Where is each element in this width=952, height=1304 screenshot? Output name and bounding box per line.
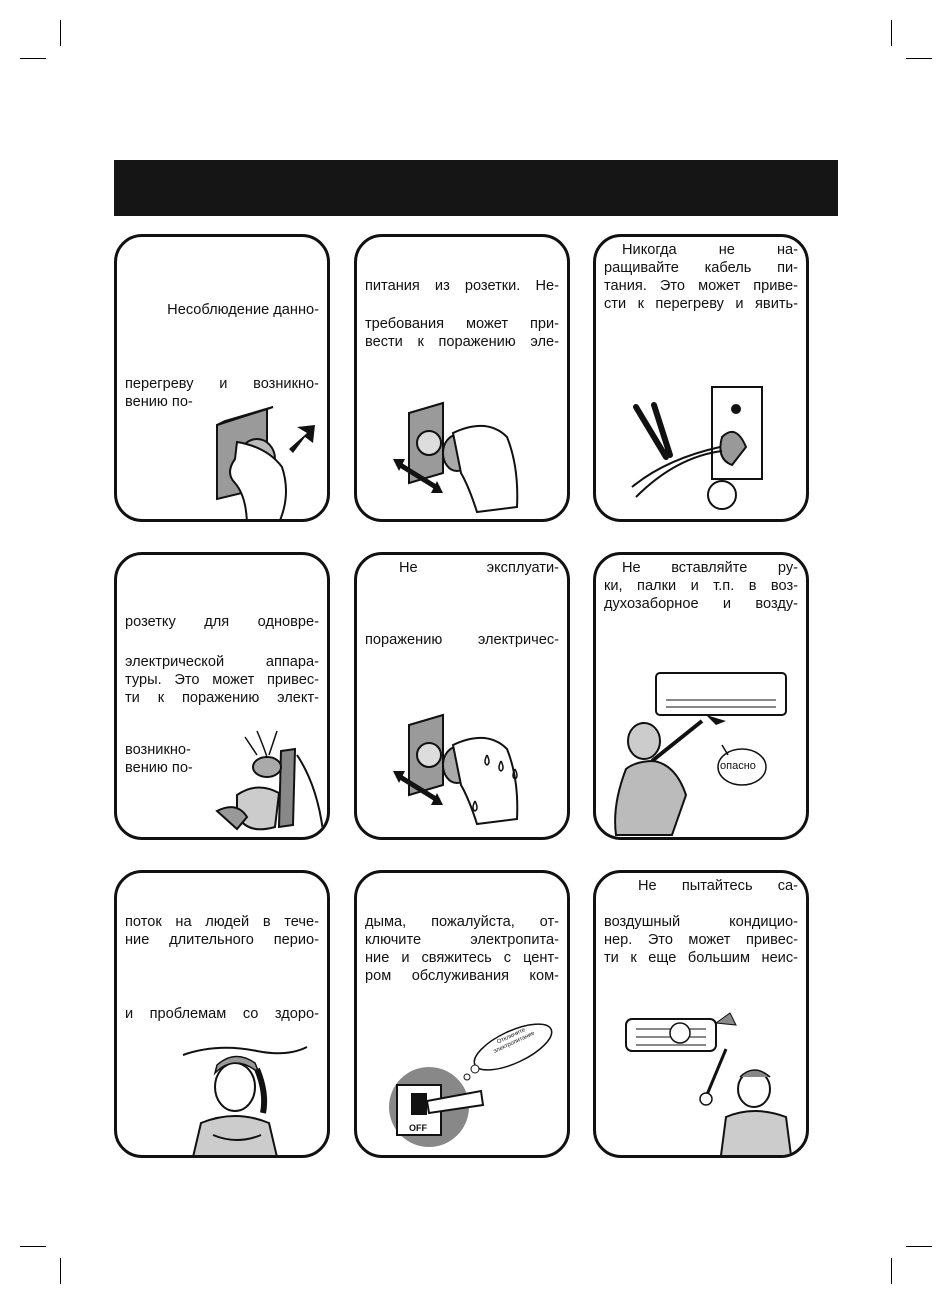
card-text: ром обслуживания ком- (365, 968, 559, 984)
crop-mark (60, 20, 61, 46)
card-text: ключите электропита- (365, 932, 559, 948)
switch-off-bubble-label: Отключите электропитание (492, 1027, 536, 1055)
card-text: Не эксплуати- (399, 560, 559, 576)
section-header-bar (114, 160, 838, 216)
card-text: электрической аппара- (125, 654, 319, 670)
card-text: воздушный кондицио- (604, 914, 798, 930)
switch-off-label: OFF (409, 1123, 427, 1133)
card-text: поражению электричес- (365, 632, 559, 648)
cold-person-illustration (117, 873, 330, 1158)
plug-pull-illustration (357, 237, 570, 522)
card-text: требования может при- (365, 316, 559, 332)
warning-card-5 (354, 552, 570, 840)
cable-cut-illustration (596, 237, 809, 522)
card-text: тания. Это может приве- (604, 278, 798, 294)
card-text: ние и свяжитесь с цент- (365, 950, 559, 966)
card-text: возникно- (125, 742, 191, 758)
card-text: вению по- (125, 760, 193, 776)
crop-mark (20, 1246, 46, 1247)
card-text: дыма, пожалуйста, от- (365, 914, 559, 930)
warning-card-9 (593, 870, 809, 1158)
card-text: перегреву и возникно- (125, 376, 319, 392)
warning-card-2 (354, 234, 570, 522)
card-text: поток на людей в тече- (125, 914, 319, 930)
crop-mark (60, 1258, 61, 1284)
card-text: ние длительного перио- (125, 932, 319, 948)
card-text: духозаборное и возду- (604, 596, 798, 612)
self-repair-illustration (596, 873, 809, 1158)
warning-card-4 (114, 552, 330, 840)
overloaded-socket-illustration (117, 555, 330, 840)
card-text: питания из розетки. Не- (365, 278, 559, 294)
warning-card-7 (114, 870, 330, 1158)
card-text: Несоблюдение данно- (167, 302, 319, 318)
warning-card-6 (593, 552, 809, 840)
air-conditioner-hand-illustration (596, 555, 809, 840)
card-text: вести к поражению эле- (365, 334, 559, 350)
warning-card-3 (593, 234, 809, 522)
card-text: ти к еще большим неис- (604, 950, 798, 966)
card-text: и проблемам со здоро- (125, 1006, 319, 1022)
card-text: ки, палки и т.п. в воз- (604, 578, 798, 594)
crop-mark (20, 58, 46, 59)
crop-mark (891, 20, 892, 46)
plug-insert-illustration (117, 237, 330, 522)
crop-mark (906, 1246, 932, 1247)
crop-mark (906, 58, 932, 59)
card-text: розетку для одновре- (125, 614, 319, 630)
card-text: Никогда не на- (622, 242, 798, 258)
card-text: вению по- (125, 394, 193, 410)
danger-bubble-label: опасно (720, 760, 756, 772)
card-text: нер. Это может привес- (604, 932, 798, 948)
card-text: ти к поражению элект- (125, 690, 319, 706)
crop-mark (891, 1258, 892, 1284)
wet-hands-plug-illustration (357, 555, 570, 840)
warning-card-8 (354, 870, 570, 1158)
card-text: Не пытайтесь са- (638, 878, 798, 894)
warning-card-1 (114, 234, 330, 522)
power-switch-illustration (357, 873, 570, 1158)
card-text: сти к перегреву и явить- (604, 296, 798, 312)
card-text: ращивайте кабель пи- (604, 260, 798, 276)
card-text: туры. Это может привес- (125, 672, 319, 688)
card-text: Не вставляйте ру- (622, 560, 798, 576)
